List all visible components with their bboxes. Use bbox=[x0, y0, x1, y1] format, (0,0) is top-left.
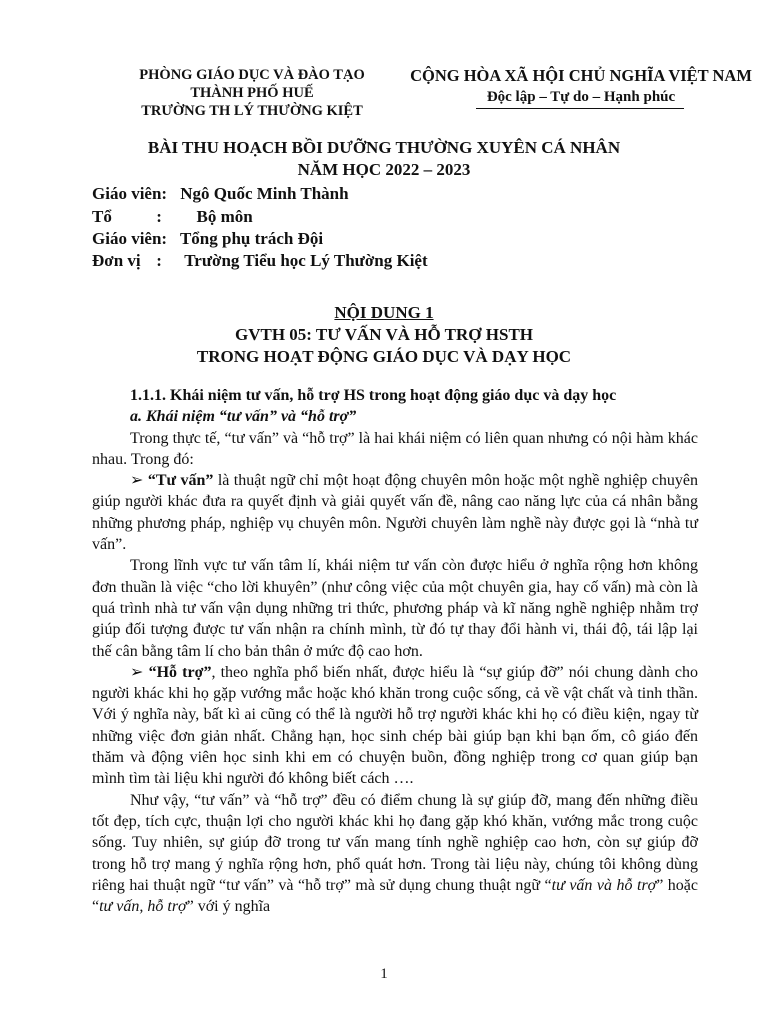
section-subtopic: TRONG HOẠT ĐỘNG GIÁO DỤC VÀ DẠY HỌC bbox=[196, 347, 572, 366]
info-separator: : bbox=[156, 207, 162, 226]
subsection-heading: 1.1.1. Khái niệm tư vấn, hỗ trợ HS trong hoạt động giáo dục và dạy học bbox=[130, 387, 617, 404]
info-label: Giáo viên: bbox=[92, 184, 168, 203]
info-separator: : bbox=[156, 251, 162, 270]
term-support: “Hỗ trợ” bbox=[148, 663, 212, 681]
section-topic: GVTH 05: TƯ VẤN VÀ HỖ TRỢ HSTH bbox=[234, 325, 534, 344]
subsubsection-heading: a. Khái niệm “tư vấn” và “hỗ trợ” bbox=[130, 408, 357, 426]
info-value: Ngô Quốc Minh Thành bbox=[180, 184, 349, 203]
arrow-bullet-icon: ➢ bbox=[130, 472, 144, 490]
motto-underline bbox=[476, 108, 684, 109]
national-header-block bbox=[388, 66, 768, 107]
paragraph-support: ➢ “Hỗ trợ”, theo nghĩa phổ biến nhất, được hiểu là “sự giúp đỡ” nói chung dành cho người khác khi họ gặp vướng mắc hoặc khó khăn trong cuộc sống, cả về vật chất và tinh thần. Với ý nghĩa này, bất kì ai cũng có thể là người hỗ trợ người khác khi họ có điều kiện, ngay từ những việc đơn giản nhất. Chẳng hạn, học sinh chép bài giúp bạn khi bạn ốm, cô giáo đến thăm và động viên học sinh khi em có chuyện buồn, đồng nghiệp trong cơ quan giúp bạn mình tìm tài liệu khi người đó không biết cách …. bbox=[92, 663, 699, 788]
term-consulting: “Tư vấn” bbox=[147, 472, 214, 490]
info-label: Giáo viên: bbox=[92, 229, 168, 248]
paragraph: Trong thực tế, “tư vấn” và “hỗ trợ” là hai khái niệm có liên quan nhưng có nội hàm khác nhau. Trong đó: bbox=[92, 429, 698, 468]
info-label: Đơn vị bbox=[92, 251, 141, 270]
info-row-group bbox=[92, 207, 253, 227]
info-value: Tổng phụ trách Đội bbox=[179, 229, 324, 248]
section-heading: NỘI DUNG 1 bbox=[334, 303, 434, 322]
page-number: 1 bbox=[380, 966, 388, 982]
info-label: Tổ bbox=[92, 207, 112, 226]
paragraph: Trong lĩnh vực tư vấn tâm lí, khái niệm tư vấn còn được hiểu ở nghĩa rộng hơn không đơn thuần là việc “cho lời khuyên” (như công việc của một chuyên gia, hay cố vấn) mà còn là quá trình nhà tư vấn vận dụng những tri thức, phương pháp và kĩ năng nghề nghiệp nhằm trợ giúp đối tượng được tư vấn nhận ra chính mình, từ đó tự thay đổi hành vi, thái độ, tái lập lại thế cân bằng tâm lí cho bản thân ở mức độ cao hơn. bbox=[92, 557, 698, 660]
paragraph-conclusion: Như vậy, “tư vấn” và “hỗ trợ” đều có điểm chung là sự giúp đỡ, mang đến những điều tốt đẹp, tích cực, thuận lợi cho người khác khi họ đang gặp khó khăn, vướng mắc trong cuộc sống. Tuy nhiên, sự giúp đỡ trong tư vấn mang tính nghề nghiệp cao hơn, còn sự giúp đỡ trong hỗ trợ mang ý nghĩa rộng hơn, phổ quát hơn. Trong tài liệu này, chúng tôi không dùng riêng hai thuật ngữ “tư vấn” và “hỗ trợ” mà sử dụng chung thuật ngữ “tư vấn và hỗ trợ” hoặc “tư vấn, hỗ trợ” với ý nghĩa bbox=[92, 791, 699, 916]
arrow-bullet-icon: ➢ bbox=[130, 663, 144, 681]
info-value: Bộ môn bbox=[196, 207, 253, 226]
info-row-unit bbox=[92, 251, 428, 271]
info-value: Trường Tiểu học Lý Thường Kiệt bbox=[184, 251, 428, 270]
document-body bbox=[92, 385, 698, 917]
agency-school: TRƯỜNG TH LÝ THƯỜNG KIỆT bbox=[141, 103, 363, 119]
paragraph-consulting: ➢ “Tư vấn” là thuật ngữ chỉ một hoạt động chuyên môn hoặc một nghề nghiệp chuyên giúp người khác đưa ra quyết định và giải quyết vấn đề, nâng cao năng lực của cá nhân bằng những phương pháp, nghiệp vụ chuyên môn. Người chuyên làm nghề này được gọi là “nhà tư vấn”. bbox=[92, 472, 699, 554]
national-title: CỘNG HÒA XÃ HỘI CHỦ NGHĨA VIỆT NAM bbox=[410, 66, 752, 85]
school-year: NĂM HỌC 2022 – 2023 bbox=[297, 160, 471, 179]
national-motto: Độc lập – Tự do – Hạnh phúc bbox=[486, 89, 676, 105]
agency-department: PHÒNG GIÁO DỤC VÀ ĐÀO TẠO bbox=[139, 67, 365, 83]
info-row-role bbox=[92, 229, 323, 249]
agency-city: THÀNH PHỐ HUẾ bbox=[190, 85, 314, 101]
document-title: BÀI THU HOẠCH BỒI DƯỠNG THƯỜNG XUYÊN CÁ NHÂN bbox=[147, 138, 621, 157]
info-row-teacher bbox=[92, 184, 349, 204]
issuing-agency-block bbox=[96, 66, 408, 120]
